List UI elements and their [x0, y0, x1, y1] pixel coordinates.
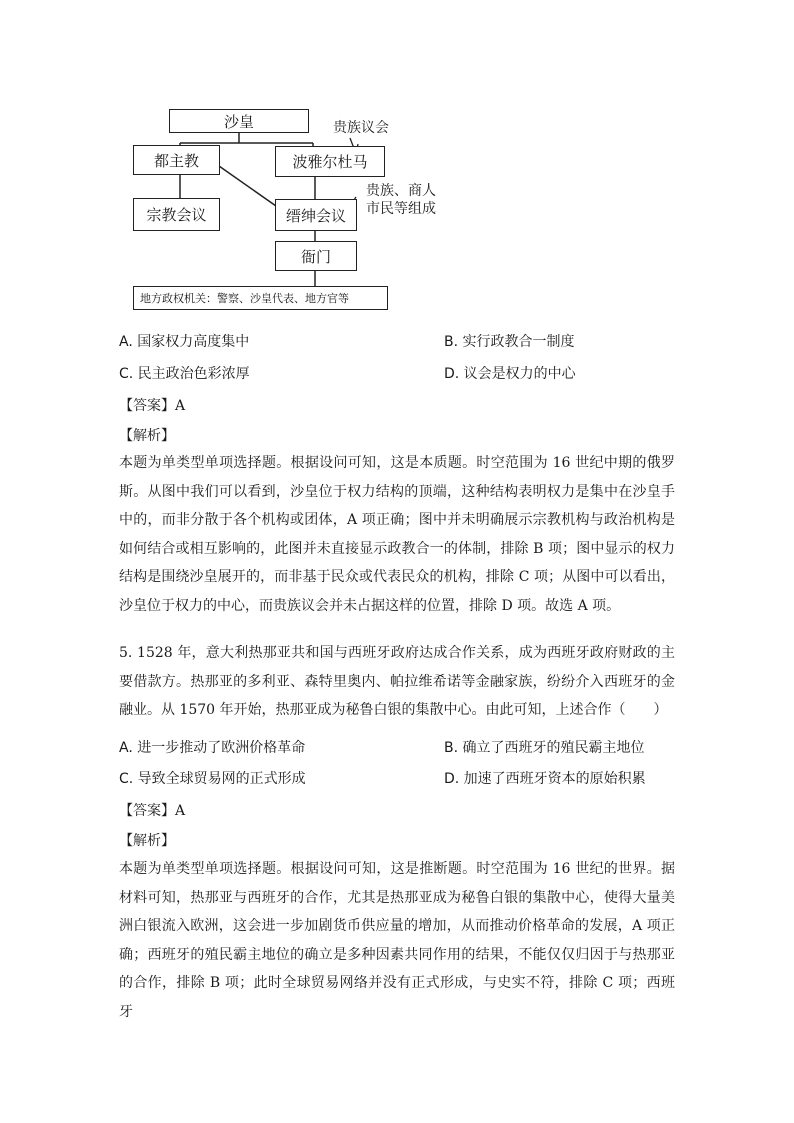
- q4-answer: 【答案】A: [119, 398, 186, 414]
- power-structure-diagram: [130, 108, 436, 318]
- zemsky-sobor-note: [366, 182, 436, 218]
- q5-option-d: D. 加速了西班牙资本的原始积累: [444, 771, 646, 787]
- boyar-duma-box: [275, 146, 385, 177]
- church-council-box: [133, 198, 220, 231]
- prikaz-box: [275, 241, 357, 271]
- tsar-label: 沙皇: [223, 112, 254, 131]
- zemsky-sobor-label: 缙绅会议: [285, 206, 346, 225]
- prikaz-label: 衙门: [300, 247, 331, 266]
- q5-option-c: C. 导致全球贸易网的正式形成: [119, 771, 306, 787]
- q4-option-a: A. 国家权力高度集中: [119, 334, 250, 350]
- q4-option-c: C. 民主政治色彩浓厚: [119, 366, 250, 382]
- q5-option-b: B. 确立了西班牙的殖民霸主地位: [444, 740, 645, 756]
- boyar-duma-note: 贵族议会: [333, 120, 389, 136]
- boyar-duma-label: 波雅尔杜马: [292, 153, 368, 171]
- local-government-box: [133, 286, 388, 310]
- metropolitan-label: 都主教: [153, 151, 199, 170]
- tsar-box: [169, 109, 309, 133]
- q5-analysis: 本题为单类型单项选择题。根据设问可知，这是推断题。时空范围为 16 世纪的世界。据材料可知，热那亚与西班牙的合作，尤其是热那亚成为秘鲁白银的集散中心，使得大量美洲白银流入欧洲，这会进一步加剧货币供应量的增加，从而推动价格革命的发展，A 项正确；西班牙的殖民霸主地位的确立是多种因素共同作用的结果，不能仅仅归因于与热那亚的合作，排除 B 项；此时全球贸易网络并没有正式形成，与史实不符，排除 C 项；西班牙: [119, 861, 675, 1020]
- zemsky-note-line-2: 市民等组成: [366, 201, 436, 217]
- q5-stem: 5. 1528 年，意大利热那亚共和国与西班牙政府达成合作关系，成为西班牙政府财政的主要借款方。热那亚的多利亚、森特里奥内、帕拉维希诺等金融家族，纷纷介入西班牙的金融业。从 1570 年开始，热那亚成为秘鲁白银的集散中心。由此可知，上述合作（ ）: [119, 645, 675, 719]
- metropolitan-box: [133, 145, 220, 175]
- local-government-label: 地方政权机关：警察、沙皇代表、地方官等: [140, 292, 349, 305]
- zemsky-note-line-1: 贵族、商人: [366, 183, 436, 199]
- q4-analysis: 本题为单类型单项选择题。根据设问可知，这是本质题。时空范围为 16 世纪中期的俄罗斯。从图中我们可以看到，沙皇位于权力结构的顶端，这种结构表明权力是集中在沙皇手中的，而非分散于各个机构或团体，A 项正确；图中并未明确展示宗教机构与政治机构是如何结合或相互影响的，此图并未直接显示政教合一的体制，排除 B 项；图中显示的权力结构是围绕沙皇展开的，而非基于民众或代表民众的机构，排除 C 项；从图中可以看出，沙皇位于权力的中心，而贵族议会并未占据这样的位置，排除 D 项。故选 A 项。: [119, 455, 675, 614]
- q5-analysis-label: 【解析】: [119, 833, 175, 849]
- zemsky-sobor-box: [275, 199, 357, 231]
- q4-analysis-label: 【解析】: [119, 428, 175, 444]
- q4-option-b: B. 实行政教合一制度: [444, 334, 575, 350]
- q4-option-d: D. 议会是权力的中心: [444, 366, 576, 382]
- church-council-label: 宗教会议: [146, 206, 207, 224]
- q5-option-a: A. 进一步推动了欧洲价格革命: [119, 740, 306, 756]
- q5-answer: 【答案】A: [119, 803, 186, 819]
